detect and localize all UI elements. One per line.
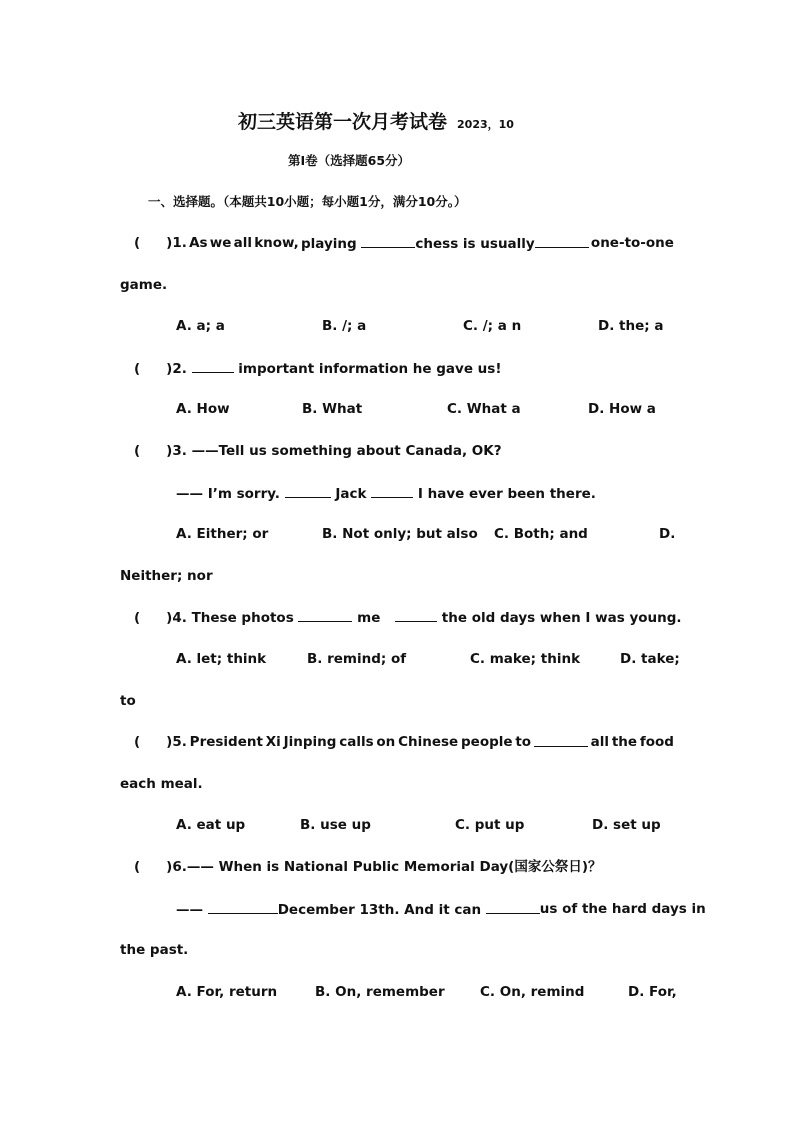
answer-blank	[486, 900, 540, 914]
question-3-continuation: Neither; nor	[120, 568, 213, 584]
option-c: C. Both; and	[494, 526, 588, 542]
answer-blank	[535, 234, 589, 248]
answer-blank	[361, 234, 415, 248]
word: know,	[254, 235, 299, 251]
option-b: B. Not only; but also	[322, 526, 478, 542]
answer-blank	[208, 900, 278, 914]
option-b: B. On, remember	[315, 984, 445, 1000]
option-c: C. What a	[447, 401, 521, 417]
word: calls	[339, 734, 374, 750]
answer-blank	[534, 733, 588, 747]
option-d: D. For,	[628, 984, 677, 1000]
option-c: C. make; think	[470, 651, 581, 667]
title-text: 初三英语第一次月考试卷	[238, 111, 448, 133]
option-a: A. How	[176, 401, 230, 417]
answer-blank	[371, 484, 413, 498]
word-with-blank: playing chess is usually	[301, 234, 589, 253]
exam-title	[238, 107, 514, 134]
question-1-line	[134, 234, 674, 253]
option-a: A. a; a	[176, 318, 225, 334]
word: all	[590, 734, 610, 750]
word: Jinping	[283, 734, 337, 750]
word: to	[515, 734, 532, 750]
word: on	[376, 734, 396, 750]
question-3-reply: —— I’m sorry. Jack I have ever been there.	[176, 486, 596, 502]
answer-blank	[285, 484, 331, 498]
answer-blank	[192, 359, 234, 373]
option-c: C. /; a n	[463, 318, 522, 334]
option-d: D. How a	[588, 401, 656, 417]
part-heading: 第Ⅰ卷（选择题65分）	[288, 153, 411, 168]
option-a: A. let; think	[176, 651, 267, 667]
option-a: A. For, return	[176, 984, 278, 1000]
question-6-line: ( )6.—— When is National Public Memorial Day(国家公祭日)？	[134, 859, 602, 875]
question-6-continuation: the past.	[120, 942, 189, 958]
word: As	[189, 235, 208, 251]
reply-end: us of the hard days in	[539, 901, 706, 917]
option-b: B. use up	[300, 817, 371, 833]
word: all	[233, 235, 252, 251]
question-4-continuation: to	[120, 693, 136, 709]
word: people	[461, 734, 513, 750]
option-b: B. /; a	[322, 318, 367, 334]
word: the	[611, 734, 638, 750]
reply-start: ——	[176, 900, 278, 919]
option-c: C. On, remind	[480, 984, 585, 1000]
answer-blank	[395, 608, 437, 622]
reply-mid: December 13th. And it can	[278, 900, 540, 919]
option-b: B. What	[302, 401, 363, 417]
word: one-to-one	[590, 235, 674, 251]
option-a: A. Either; or	[176, 526, 269, 542]
question-5-continuation: each meal.	[120, 776, 203, 792]
word: food	[639, 734, 674, 750]
section-heading: 一、选择题。（本题共10小题；每小题1分，满分10分。）	[148, 194, 467, 209]
question-2-line: ( )2. important information he gave us!	[134, 361, 502, 377]
question-5-line	[134, 733, 674, 751]
option-a: A. eat up	[176, 817, 246, 833]
question-4-line: ( )4. These photos me the old days when I was young.	[134, 610, 682, 626]
answer-blank	[298, 608, 352, 622]
question-3-line: ( )3. ——Tell us something about Canada, OK?	[134, 443, 502, 459]
question-5-paren: ( )5.	[134, 734, 187, 750]
question-1-continuation: game.	[120, 277, 168, 293]
option-d: D. set up	[592, 817, 661, 833]
option-d: D.	[659, 526, 676, 542]
exam-date: 2023，10	[457, 118, 514, 131]
option-d: D. take;	[620, 651, 680, 667]
option-c: C. put up	[455, 817, 525, 833]
question-1-paren: ( )1.	[134, 235, 187, 251]
word: President	[189, 734, 263, 750]
word: Chinese	[398, 734, 459, 750]
word: Xi	[265, 734, 281, 750]
question-6-reply	[176, 900, 706, 919]
option-b: B. remind; of	[307, 651, 407, 667]
option-d: D. the; a	[598, 318, 664, 334]
word: we	[209, 235, 232, 251]
